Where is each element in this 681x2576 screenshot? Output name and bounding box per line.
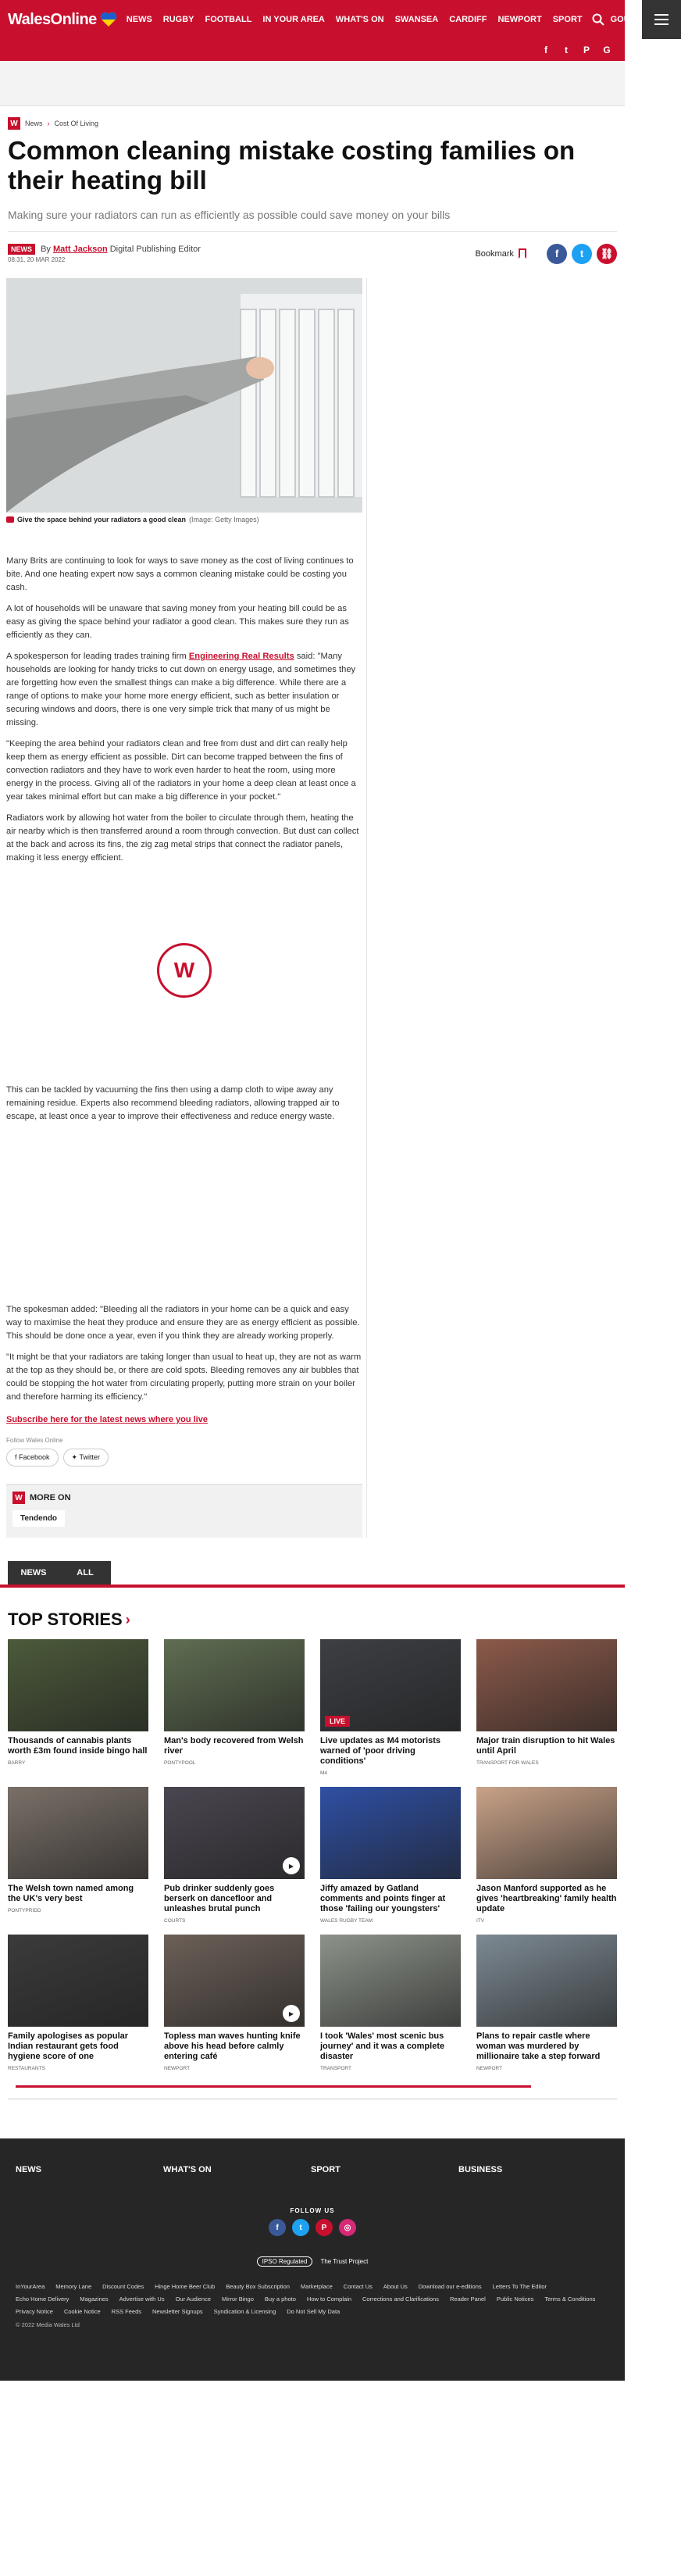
share-link-icon[interactable]: ⛓ [597,244,617,264]
caption-credit: (Image: Getty Images) [189,516,259,523]
follow-twitter-label: Twitter [79,1453,100,1461]
footer-link[interactable]: Syndication & Licensing [213,2308,276,2315]
story-title: Man's body recovered from Welsh river [164,1736,304,1756]
subscribe-link[interactable]: Subscribe here for the latest news where you live [6,1415,208,1424]
story-card[interactable] [476,1935,617,2071]
story-image [8,1935,148,2027]
chevron-right-icon: › [47,120,50,127]
story-tag: PONTYPRIDD [8,1908,41,1913]
footer-link[interactable]: Discount Codes [102,2283,144,2290]
footer-link[interactable]: Download our e-editions [418,2283,482,2290]
hero-image[interactable] [6,278,362,513]
story-image [164,1639,305,1731]
engineering-real-results-link[interactable]: Engineering Real Results [188,652,294,661]
paragraph: Many Brits are continuing to look for ways to save money as the cost of living continues to bite. And one heating expert now says a common cleaning mistake could be costing you cash. [6,556,354,592]
story-title: The Welsh town named among the UK's very best [8,1884,134,1903]
footer-link[interactable]: Do Not Sell My Data [287,2308,340,2315]
more-on-label: MORE ON [30,1493,71,1502]
nav-newport[interactable]: NEWPORT [497,15,542,24]
footer-badges [16,2256,609,2267]
follow-facebook-label: Facebook [19,1453,50,1461]
facebook-icon[interactable]: f [269,2219,286,2236]
logo-text: WalesOnline [8,10,97,28]
paragraph [6,650,362,730]
standfirst: Making sure your radiators can run as efficiently as possible could save money on your bills [8,209,451,221]
share-twitter-icon[interactable]: t [572,244,592,264]
trust-project-badge[interactable]: The Trust Project [320,2258,369,2265]
story-image [476,1787,617,1879]
story-title: I took 'Wales' most scenic bus journey' and it was a complete disaster [320,2031,445,2061]
bookmark-label: Bookmark [475,248,514,259]
play-icon[interactable]: ▶ [283,1857,300,1874]
footer-news[interactable]: NEWS [16,2165,41,2174]
byline-row [8,231,617,267]
story-card[interactable] [320,1787,461,1924]
nav-sport[interactable]: SPORT [552,15,583,24]
nav-rugby[interactable]: RUGBY [162,15,194,24]
news-badge: NEWS [8,244,35,255]
w-logo-icon: W [8,117,20,130]
story-tag: NEWPORT [476,2066,503,2071]
article-text [6,555,362,1404]
copyright: © 2022 Media Wales Ltd [16,2321,80,2328]
footer-link[interactable]: Newsletter Signups [152,2308,203,2315]
story-image [164,1787,305,1879]
footer-sport[interactable]: SPORT [311,2165,340,2174]
story-tag: TRANSPORT [320,2066,351,2071]
story-tag: M4 [320,1770,328,1776]
footer-link[interactable]: Hinge Home Beer Club [155,2283,216,2290]
article-header [0,106,625,267]
image-caption [6,516,362,523]
footer-link[interactable]: InYourArea [16,2283,45,2290]
chevron-right-icon: › [125,1611,130,1627]
story-title: Live updates as M4 motorists warned of 'poor driving conditions' [320,1736,441,1766]
footer-link[interactable]: Privacy Notice [16,2308,53,2315]
story-grid [8,1639,617,2071]
story-title: Thousands of cannabis plants worth £3m found inside bingo hall [8,1736,148,1756]
ad-banner [0,61,625,106]
tab-news[interactable]: NEWS [8,1561,59,1585]
site-footer [0,2138,625,2381]
top-stories [0,1610,625,2071]
search-icon[interactable] [592,13,604,26]
paragraph-text: said: "Many households are looking for handy tricks to cut down on energy usage, and sometimes they are forgetting how even the smallest things can make a big difference. While there are a range of options to make your home more energy efficient, such as better insulation or securing windows and doors, there is one very simple trick that many of us might be missing. [6,652,356,727]
footer-link[interactable]: Our Audience [175,2296,212,2303]
footer-link[interactable]: RSS Feeds [111,2308,141,2315]
story-tag: PONTYPOOL [164,1760,196,1766]
story-card[interactable] [164,1787,305,1924]
pinterest-icon[interactable]: P [316,2219,333,2236]
story-tag: TRANSPORT FOR WALES [476,1760,539,1766]
main-content [0,278,625,1538]
more-on-heading [12,1492,356,1504]
top-stories-label: TOP STORIES [8,1610,123,1629]
section-tabs [0,1561,625,1588]
breadcrumb-cost-of-living[interactable]: Cost Of Living [54,120,99,127]
bookmark-button[interactable] [475,248,526,259]
ad-slot [6,1124,362,1295]
follow-us-label: FOLLOW US [290,2207,335,2214]
story-title: Pub drinker suddenly goes berserk on dancefloor and unleashes brutal punch [164,1884,275,1913]
story-card[interactable] [320,1639,461,1776]
radiator-hand-illustration [6,278,362,513]
follow-label: Follow Wales Online [6,1437,63,1444]
footer-link[interactable]: How to Complain [306,2296,352,2303]
topic-tag[interactable]: Tendendo [12,1510,65,1527]
story-image [476,1935,617,2027]
story-image [164,1935,305,2027]
story-tag: WALES RUGBY TEAM [320,1918,373,1924]
paragraph: This can be tackled by vacuuming the fins then using a damp cloth to wipe away any remaining residue. Experts also recommend bleeding radiators, allowing trapped air to escape, at least once a year to improve their effectiveness and reduce energy waste. [6,1085,340,1121]
footer-link[interactable]: Letters To The Editor [492,2283,547,2290]
paragraph: Radiators work by allowing hot water from the boiler to circulate through them, heating the air nearby which is then transferred around a room through convection. But dust can collect at the back and across its fins, the zig zag metal strips that connect the radiator panels, making it less energy efficient. [6,813,359,863]
story-card[interactable] [164,1935,305,2071]
story-title: Jason Manford supported as he gives 'heartbreaking' family health update [476,1884,617,1913]
story-tag: RESTAURANTS [8,2066,45,2071]
by-label: By [41,244,51,254]
story-tag: NEWPORT [164,2066,191,2071]
tab-all[interactable]: ALL [59,1561,111,1585]
story-card[interactable] [8,1787,148,1924]
nav-whats-on[interactable]: WHAT'S ON [335,15,384,24]
follow-buttons [6,1449,362,1467]
share-tools [475,244,617,264]
footer-link[interactable]: Terms & Conditions [544,2296,596,2303]
footer-link[interactable]: Mirror Bingo [222,2296,254,2303]
nav-swansea[interactable]: SWANSEA [394,15,439,24]
divider [16,2085,531,2088]
ad-slot [6,865,362,1076]
footer-link[interactable]: Magazines [80,2296,109,2303]
story-title: Topless man waves hunting knife above his head before calmly entering café [164,2031,301,2061]
story-card[interactable] [320,1935,461,2071]
footer-links [16,2282,609,2317]
footer-link[interactable]: Cookie Notice [63,2308,101,2315]
share-facebook-icon[interactable]: f [547,244,567,264]
facebook-icon[interactable]: f [544,45,547,55]
sidebar [367,278,625,1538]
camera-icon [6,516,14,523]
author-link[interactable]: Matt Jackson [52,244,108,254]
google-icon[interactable]: G [603,45,611,55]
nav-football[interactable]: FOOTBALL [205,15,252,24]
story-tag: ITV [476,1918,485,1924]
paragraph: "Keeping the area behind your radiators clean and free from dust and dirt can really help keep them as energy efficient as possible. Dirt can become trapped between the fins of convection radiators and they have to work even harder to heat the room, using more energy in the process. Giving all of the radiators in your home a deep clean at least once a year takes minimal effort but can make a big difference in your pocket." [6,739,356,802]
ukraine-heart-icon [100,12,117,27]
story-image [8,1787,148,1879]
w-logo-icon: W [12,1492,25,1504]
story-title: Jiffy amazed by Gatland comments and points finger at those 'failing our youngsters' [320,1884,446,1913]
breadcrumb [8,117,617,130]
story-title: Family apologises as popular Indian restaurant gets food hygiene score of one [8,2031,129,2061]
twitter-icon: ✦ [71,1453,80,1461]
facebook-icon: f [15,1453,20,1461]
hamburger-menu-icon[interactable] [642,0,681,39]
footer-sections [16,2165,609,2174]
footer-link[interactable]: Marketplace [300,2283,333,2290]
story-title: Major train disruption to hit Wales until April [476,1736,615,1756]
bookmark-icon [519,248,526,259]
story-card[interactable] [8,1935,148,2071]
story-card[interactable] [476,1787,617,1924]
story-card[interactable] [164,1639,305,1776]
play-icon[interactable]: ▶ [283,2005,300,2022]
nav-in-your-area[interactable]: IN YOUR AREA [262,15,325,24]
story-image [8,1639,148,1731]
follow-facebook-button[interactable] [6,1449,59,1467]
pinterest-icon[interactable]: P [583,45,590,55]
footer-link[interactable]: About Us [383,2283,408,2290]
footer-link[interactable]: Corrections and Clarifications [362,2296,439,2303]
story-image [320,1935,461,2027]
live-badge: LIVE [325,1716,350,1727]
main-nav [127,15,583,24]
breadcrumb-news[interactable]: News [25,120,43,127]
publish-date: 08:31, 20 MAR 2022 [8,255,66,263]
byline [8,245,201,254]
twitter-icon[interactable]: t [292,2219,309,2236]
footer-social [16,2219,609,2236]
w-logo-icon: W [157,943,212,998]
nav-goup[interactable]: GOUP [610,15,636,24]
footer-business[interactable]: BUSINESS [458,2165,503,2174]
header-tools [592,0,673,39]
story-image [320,1787,461,1879]
story-image [476,1639,617,1731]
caption-text: Give the space behind your radiators a good clean [17,516,187,523]
author-role: Digital Publishing Editor [109,244,201,254]
paragraph-text: A spokesperson for leading trades training firm [6,652,189,661]
story-image [320,1639,461,1731]
article-body [0,278,367,1538]
footer-whats-on[interactable]: WHAT'S ON [163,2165,212,2174]
story-title: Plans to repair castle where woman was murdered by millionaire take a step forward [476,2031,601,2061]
story-tag: COURTS [164,1918,186,1924]
footer-link[interactable]: Contact Us [343,2283,373,2290]
paragraph: The spokesman added: "Bleeding all the radiators in your home can be a quick and easy way to maximise the heat they produce and ensure they are as energy efficient as possible. This should be done once a year, even if you think they are already working properly. [6,1305,360,1341]
footer-link[interactable]: Public Notices [496,2296,534,2303]
footer-link[interactable]: Beauty Box Subscription [226,2283,290,2290]
ipso-badge[interactable]: IPSO Regulated [257,2256,313,2267]
instagram-icon[interactable]: ◎ [339,2219,356,2236]
story-card[interactable] [8,1639,148,1776]
footer-link[interactable]: Echo Home Delivery [16,2296,70,2303]
top-stories-title[interactable] [8,1610,617,1630]
story-card[interactable] [476,1639,617,1776]
paragraph: A lot of households will be unaware that saving money from your heating bill could be as easy as giving the space behind your radiator a good clean. This makes sure they run as efficiently as they can. [6,604,349,640]
nav-news[interactable]: NEWS [126,15,152,24]
story-tag: BARRY [8,1760,26,1766]
site-logo[interactable] [8,11,117,29]
follow-twitter-button[interactable] [63,1449,109,1467]
footer-link[interactable]: Buy a photo [264,2296,296,2303]
footer-link[interactable]: Reader Panel [449,2296,486,2303]
divider-block [0,2085,625,2099]
header-social-bar [0,39,625,61]
paragraph: "It might be that your radiators are taking longer than usual to heat up, they are not as warm at the top as they should be, or there are cold spots. Bleeding removes any air bubbles that could be stopping the hot water from circulating properly, putting more strain on your boiler and therefore harming its efficiency." [6,1352,362,1402]
more-on-box [6,1484,362,1538]
footer-link[interactable]: Memory Lane [55,2283,92,2290]
nav-cardiff[interactable]: CARDIFF [449,15,487,24]
twitter-icon[interactable]: t [565,45,568,55]
site-header [0,0,636,39]
page-title: Common cleaning mistake costing families on their heating bill [8,136,576,195]
footer-link[interactable]: Advertise with Us [119,2296,165,2303]
